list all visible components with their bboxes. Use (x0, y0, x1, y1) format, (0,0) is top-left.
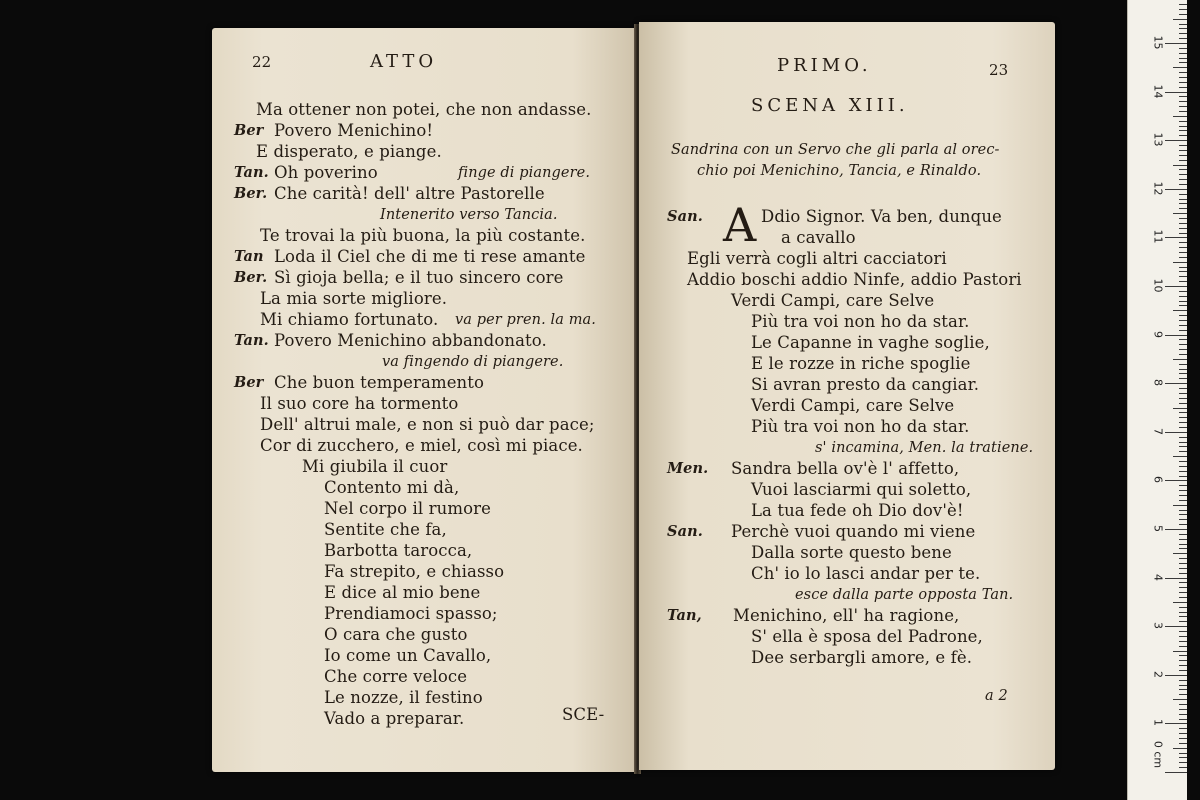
ruler-tick (1179, 582, 1187, 583)
ruler-tick (1179, 96, 1187, 97)
ruler-tick (1179, 636, 1187, 637)
speaker-label: Ber (234, 122, 264, 139)
speaker-label: Men. (667, 460, 709, 477)
ruler-tick (1179, 616, 1187, 617)
speaker-label: Ber. (234, 185, 268, 202)
ruler-tick (1165, 578, 1187, 579)
ruler-tick (1179, 126, 1187, 127)
ruler-tick (1173, 359, 1187, 360)
ruler-tick (1179, 233, 1187, 234)
verse-line: Che corre veloce (324, 667, 468, 686)
ruler-tick (1179, 101, 1187, 102)
ruler-tick (1165, 675, 1187, 676)
ruler-number: 12 (1151, 181, 1165, 196)
ruler-tick (1165, 237, 1187, 238)
ruler-tick (1179, 524, 1187, 525)
stage-direction: finge di piangere. (458, 165, 591, 181)
ruler-tick (1179, 38, 1187, 39)
verse-line: Il suo core ha tormento (260, 394, 459, 413)
ruler-tick (1173, 262, 1187, 263)
ruler-tick (1179, 121, 1187, 122)
ruler-unit-label: 0 cm (1151, 740, 1165, 769)
ruler-tick (1179, 184, 1187, 185)
ruler-tick (1179, 252, 1187, 253)
ruler-tick (1179, 607, 1187, 608)
ruler-number: 3 (1151, 622, 1165, 630)
ruler-number: 6 (1151, 476, 1165, 484)
ruler-tick (1179, 728, 1187, 729)
verse-line: E dice al mio bene (324, 583, 481, 602)
ruler-tick (1173, 699, 1187, 700)
ruler-tick (1179, 704, 1187, 705)
ruler-tick (1179, 709, 1187, 710)
ruler-tick (1179, 753, 1187, 754)
stage-direction: s' incamina, Men. la tratiene. (815, 440, 1034, 456)
verse-line: Più tra voi non ho da star. (751, 312, 970, 331)
verse-line: Che carità! dell' altre Pastorelle (274, 184, 545, 203)
ruler-tick (1179, 339, 1187, 340)
ruler-tick (1179, 369, 1187, 370)
ruler-tick (1179, 14, 1187, 15)
ruler-tick (1179, 689, 1187, 690)
verse-line: Dalla sorte questo bene (751, 543, 952, 562)
verse-line: Io come un Cavallo, (324, 646, 492, 665)
ruler-number: 5 (1151, 525, 1165, 532)
ruler-tick (1179, 714, 1187, 715)
speaker-label: Ber. (234, 269, 268, 286)
ruler-tick (1165, 772, 1187, 773)
scene-title: SCENA XIII. (751, 95, 909, 116)
ruler-tick (1179, 514, 1187, 515)
verse-line: Addio boschi addio Ninfe, addio Pastori (687, 270, 1022, 289)
ruler-tick (1179, 403, 1187, 404)
ruler-tick (1179, 451, 1187, 452)
verse-line: Loda il Ciel che di me ti rese amante (274, 247, 586, 266)
ruler-tick (1179, 544, 1187, 545)
ruler-tick (1179, 412, 1187, 413)
ruler-tick (1165, 335, 1187, 336)
ruler-tick (1165, 723, 1187, 724)
verse-line: Ma ottener non potei, che non andasse. (256, 100, 592, 119)
signature-mark: a 2 (985, 688, 1008, 704)
verse-line: Verdi Campi, care Selve (751, 396, 955, 415)
ruler-number: 14 (1151, 84, 1165, 99)
verse-line: Perchè vuoi quando mi viene (731, 522, 976, 541)
ruler-tick (1179, 87, 1187, 88)
ruler-tick (1179, 276, 1187, 277)
verse-line: Dee serbargli amore, e fè. (751, 648, 973, 667)
ruler-tick (1165, 383, 1187, 384)
ruler-tick (1179, 631, 1187, 632)
ruler-tick (1179, 373, 1187, 374)
ruler-tick (1179, 378, 1187, 379)
ruler-tick (1179, 767, 1187, 768)
ruler-tick (1179, 646, 1187, 647)
verse-line: Ddio Signor. Va ben, dunque (761, 207, 1002, 226)
ruler-tick (1179, 111, 1187, 112)
ruler-tick (1173, 602, 1187, 603)
verse-line: Le Capanne in vaghe soglie, (751, 333, 990, 352)
ruler-tick (1179, 228, 1187, 229)
verse-line: Vado a preparar. (324, 709, 465, 728)
verse-line: Sentite che fa, (324, 520, 447, 539)
ruler-tick (1165, 92, 1187, 93)
speaker-label: Ber (234, 374, 264, 391)
verse-line: Egli verrà cogli altri cacciatori (687, 249, 947, 268)
ruler-tick (1179, 281, 1187, 282)
ruler-tick (1179, 573, 1187, 574)
ruler-tick (1179, 320, 1187, 321)
ruler-tick (1179, 398, 1187, 399)
ruler-tick (1165, 626, 1187, 627)
ruler-tick (1179, 685, 1187, 686)
ruler-tick (1179, 208, 1187, 209)
ruler-tick (1179, 437, 1187, 438)
verse-line: Te trovai la più buona, la più costante. (260, 226, 586, 245)
ruler-tick (1179, 519, 1187, 520)
verse-line: Più tra voi non ho da star. (751, 417, 970, 436)
ruler-number: 1 (1151, 719, 1165, 727)
speaker-label: Tan. (234, 332, 269, 349)
ruler-number: 2 (1151, 670, 1165, 678)
speaker-label: Tan, (667, 607, 702, 624)
speaker-label: San. (667, 208, 703, 225)
ruler-tick (1179, 82, 1187, 83)
verse-line: E le rozze in riche spoglie (751, 354, 971, 373)
ruler-tick (1179, 476, 1187, 477)
ruler-tick (1179, 77, 1187, 78)
ruler-tick (1179, 106, 1187, 107)
ruler-tick (1179, 257, 1187, 258)
ruler-tick (1179, 145, 1187, 146)
ruler-tick (1179, 48, 1187, 49)
verse-line: Dell' altrui male, e non si può dar pace; (260, 415, 595, 434)
ruler-tick (1179, 548, 1187, 549)
ruler-tick (1179, 665, 1187, 666)
ruler-tick (1179, 490, 1187, 491)
page-number-right: 23 (989, 61, 1009, 79)
ruler-tick (1173, 505, 1187, 506)
ruler-tick (1179, 53, 1187, 54)
ruler-tick (1173, 19, 1187, 20)
verse-line: Ch' io lo lasci andar per te. (751, 564, 981, 583)
scene-description-line: Sandrina con un Servo che gli parla al orec- (671, 142, 1000, 158)
ruler-tick (1179, 558, 1187, 559)
ruler-tick (1179, 670, 1187, 671)
ruler-tick (1179, 539, 1187, 540)
ruler-number: 9 (1151, 330, 1165, 338)
ruler-tick (1165, 43, 1187, 44)
ruler-tick (1179, 694, 1187, 695)
ruler-tick (1179, 135, 1187, 136)
verse-line: Si avran presto da cangiar. (751, 375, 980, 394)
ruler-tick (1179, 296, 1187, 297)
ruler-tick (1165, 432, 1187, 433)
ruler-tick (1165, 480, 1187, 481)
ruler-number: 13 (1151, 132, 1165, 147)
ruler-tick (1179, 621, 1187, 622)
verse-line: S' ella è sposa del Padrone, (751, 627, 983, 646)
left-page (212, 28, 636, 772)
verse-line: Verdi Campi, care Selve (731, 291, 935, 310)
ruler-tick (1179, 757, 1187, 758)
verse-line: Mi giubila il cuor (302, 457, 448, 476)
stage-direction: esce dalla parte opposta Tan. (795, 587, 1014, 603)
ruler-tick (1173, 456, 1187, 457)
ruler-tick (1179, 680, 1187, 681)
ruler-tick (1179, 155, 1187, 156)
ruler-tick (1173, 310, 1187, 311)
ruler-tick (1179, 762, 1187, 763)
speaker-label: Tan (234, 248, 264, 265)
verse-line: La mia sorte migliore. (260, 289, 448, 308)
verse-line: Menichino, ell' ha ragione, (733, 606, 960, 625)
ruler-tick (1165, 286, 1187, 287)
ruler-tick (1179, 247, 1187, 248)
ruler-tick (1179, 344, 1187, 345)
ruler-tick (1165, 529, 1187, 530)
ruler-tick (1179, 62, 1187, 63)
ruler-tick (1179, 301, 1187, 302)
ruler-tick (1179, 28, 1187, 29)
verse-line: Mi chiamo fortunato. (260, 310, 439, 329)
verse-line: Fa strepito, e chiasso (324, 562, 505, 581)
ruler-tick (1179, 223, 1187, 224)
ruler-tick (1179, 160, 1187, 161)
verse-line: Sandra bella ov'è l' affetto, (731, 459, 960, 478)
verse-line: Povero Menichino! (274, 121, 434, 140)
ruler-tick (1179, 4, 1187, 5)
verse-line: Nel corpo il rumore (324, 499, 491, 518)
verse-line: O cara che gusto (324, 625, 468, 644)
ruler-tick (1173, 408, 1187, 409)
verse-line: Povero Menichino abbandonato. (274, 331, 547, 350)
ruler-number: 15 (1151, 35, 1165, 50)
ruler-tick (1179, 267, 1187, 268)
ruler-tick (1179, 325, 1187, 326)
verse-line: Contento mi dà, (324, 478, 460, 497)
ruler-tick (1179, 364, 1187, 365)
ruler-number: 11 (1151, 229, 1165, 244)
verse-line: E disperato, e piange. (256, 142, 442, 161)
ruler-tick (1173, 165, 1187, 166)
verse-line: Barbotta tarocca, (324, 541, 473, 560)
catchword: SCE- (562, 705, 605, 724)
ruler-tick (1179, 587, 1187, 588)
ruler-tick (1179, 495, 1187, 496)
ruler-tick (1179, 33, 1187, 34)
verse-line: La tua fede oh Dio dov'è! (751, 501, 964, 520)
ruler-tick (1179, 612, 1187, 613)
ruler-tick (1179, 461, 1187, 462)
speaker-label: Tan. (234, 164, 269, 181)
ruler-tick (1179, 330, 1187, 331)
running-head-right: PRIMO. (777, 55, 872, 76)
ruler-tick (1179, 743, 1187, 744)
ruler-tick (1165, 140, 1187, 141)
ruler-tick (1179, 169, 1187, 170)
ruler-tick (1179, 592, 1187, 593)
verse-line: Cor di zucchero, e miel, così mi piace. (260, 436, 583, 455)
ruler-tick (1179, 218, 1187, 219)
ruler-tick (1179, 199, 1187, 200)
drop-cap: A (723, 198, 757, 252)
ruler-tick (1173, 553, 1187, 554)
ruler-tick (1179, 271, 1187, 272)
ruler-tick (1179, 315, 1187, 316)
ruler-tick (1179, 194, 1187, 195)
ruler-tick (1179, 738, 1187, 739)
ruler-tick (1173, 67, 1187, 68)
right-page (639, 22, 1055, 770)
measuring-ruler (1127, 0, 1187, 800)
ruler-tick (1179, 150, 1187, 151)
ruler-tick (1179, 417, 1187, 418)
ruler-tick (1179, 393, 1187, 394)
ruler-tick (1179, 130, 1187, 131)
ruler-tick (1179, 471, 1187, 472)
ruler-tick (1173, 651, 1187, 652)
scene-description-line: chio poi Menichino, Tancia, e Rinaldo. (697, 163, 982, 179)
ruler-tick (1179, 442, 1187, 443)
ruler-number: 7 (1151, 427, 1165, 435)
ruler-tick (1179, 291, 1187, 292)
ruler-tick (1179, 203, 1187, 204)
ruler-tick (1179, 58, 1187, 59)
ruler-tick (1179, 597, 1187, 598)
ruler-tick (1173, 213, 1187, 214)
running-head-left: ATTO (370, 51, 438, 72)
ruler-tick (1179, 655, 1187, 656)
ruler-tick (1179, 354, 1187, 355)
ruler-tick (1179, 446, 1187, 447)
ruler-tick (1179, 733, 1187, 734)
stage-direction: va per pren. la ma. (455, 312, 596, 328)
stage-direction: va fingendo di piangere. (382, 354, 564, 370)
ruler-tick (1179, 719, 1187, 720)
verse-line: a cavallo (781, 228, 856, 247)
ruler-tick (1179, 305, 1187, 306)
ruler-tick (1179, 500, 1187, 501)
ruler-tick (1179, 485, 1187, 486)
page-number-left: 22 (252, 53, 272, 71)
ruler-tick (1179, 179, 1187, 180)
ruler-tick (1179, 24, 1187, 25)
ruler-tick (1179, 510, 1187, 511)
ruler-tick (1179, 641, 1187, 642)
ruler-tick (1179, 349, 1187, 350)
ruler-tick (1179, 534, 1187, 535)
ruler-tick (1179, 174, 1187, 175)
ruler-tick (1179, 9, 1187, 10)
ruler-tick (1173, 748, 1187, 749)
verse-line: Le nozze, il festino (324, 688, 483, 707)
ruler-tick (1179, 422, 1187, 423)
ruler-number: 4 (1151, 573, 1165, 581)
verse-line: Che buon temperamento (274, 373, 485, 392)
ruler-tick (1179, 427, 1187, 428)
speaker-label: San. (667, 523, 703, 540)
verse-line: Prendiamoci spasso; (324, 604, 498, 623)
ruler-tick (1179, 660, 1187, 661)
ruler-tick (1179, 466, 1187, 467)
ruler-tick (1179, 563, 1187, 564)
ruler-tick (1179, 568, 1187, 569)
ruler-tick (1165, 189, 1187, 190)
verse-line: Sì gioja bella; e il tuo sincero core (274, 268, 564, 287)
ruler-tick (1173, 116, 1187, 117)
verse-line: Vuoi lasciarmi qui soletto, (751, 480, 972, 499)
ruler-tick (1179, 242, 1187, 243)
ruler-tick (1179, 72, 1187, 73)
verse-line: Oh poverino (274, 163, 378, 182)
ruler-number: 10 (1151, 278, 1165, 293)
stage-direction: Intenerito verso Tancia. (380, 207, 558, 223)
ruler-number: 8 (1151, 379, 1165, 387)
ruler-tick (1179, 388, 1187, 389)
